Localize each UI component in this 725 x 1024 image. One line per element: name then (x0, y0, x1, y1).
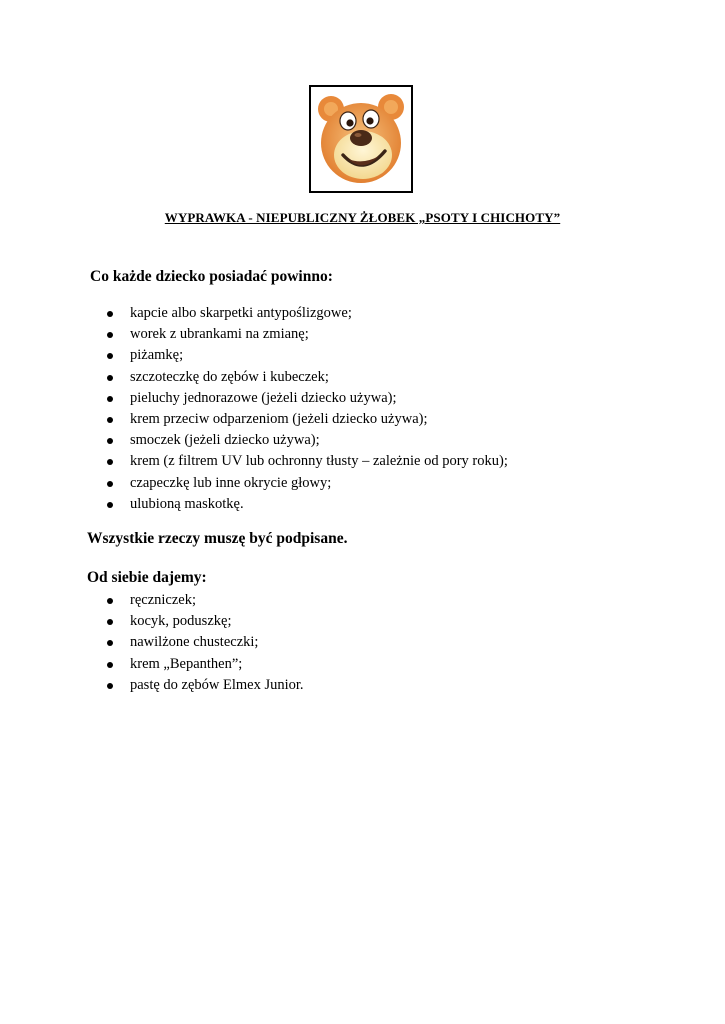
list-item: smoczek (jeżeli dziecko używa); (107, 430, 508, 451)
bullet-icon (107, 396, 113, 402)
bullet-icon (107, 311, 113, 317)
list-item: pastę do zębów Elmex Junior. (107, 675, 304, 696)
bullet-icon (107, 683, 113, 689)
provided-items-list (107, 590, 304, 696)
list-item: worek z ubrankami na zmianę; (107, 324, 508, 345)
bullet-icon (107, 417, 113, 423)
bullet-icon (107, 662, 113, 668)
bullet-icon (107, 640, 113, 646)
bullet-icon (107, 459, 113, 465)
section-heading-provided-items: Od siebie dajemy: (87, 569, 207, 586)
bullet-icon (107, 353, 113, 359)
child-items-list (107, 303, 508, 515)
list-item: nawilżone chusteczki; (107, 632, 304, 653)
section-heading-child-items: Co każde dziecko posiadać powinno: (90, 268, 333, 285)
bullet-icon (107, 438, 113, 444)
bullet-icon (107, 619, 113, 625)
list-item: piżamkę; (107, 345, 508, 366)
list-item: kocyk, poduszkę; (107, 611, 304, 632)
page-title: WYPRAWKA - NIEPUBLICZNY ŻŁOBEK „PSOTY I CHICHOTY” (164, 210, 561, 225)
list-item: ręczniczek; (107, 590, 304, 611)
bullet-icon (107, 502, 113, 508)
bullet-icon (107, 481, 113, 487)
bullet-icon (107, 375, 113, 381)
list-item: pieluchy jednorazowe (jeżeli dziecko używa); (107, 388, 508, 409)
bullet-icon (107, 598, 113, 604)
bear-face-icon (315, 91, 407, 187)
labeling-note: Wszystkie rzeczy muszę być podpisane. (87, 530, 348, 547)
bullet-icon (107, 332, 113, 338)
list-item: kapcie albo skarpetki antypoślizgowe; (107, 303, 508, 324)
list-item: krem „Bepanthen”; (107, 654, 304, 675)
list-item: czapeczkę lub inne okrycie głowy; (107, 473, 508, 494)
list-item: ulubioną maskotkę. (107, 494, 508, 515)
logo-frame (309, 85, 413, 193)
list-item: krem przeciw odparzeniom (jeżeli dziecko używa); (107, 409, 508, 430)
list-item: krem (z filtrem UV lub ochronny tłusty – zależnie od pory roku); (107, 451, 508, 472)
list-item: szczoteczkę do zębów i kubeczek; (107, 367, 508, 388)
